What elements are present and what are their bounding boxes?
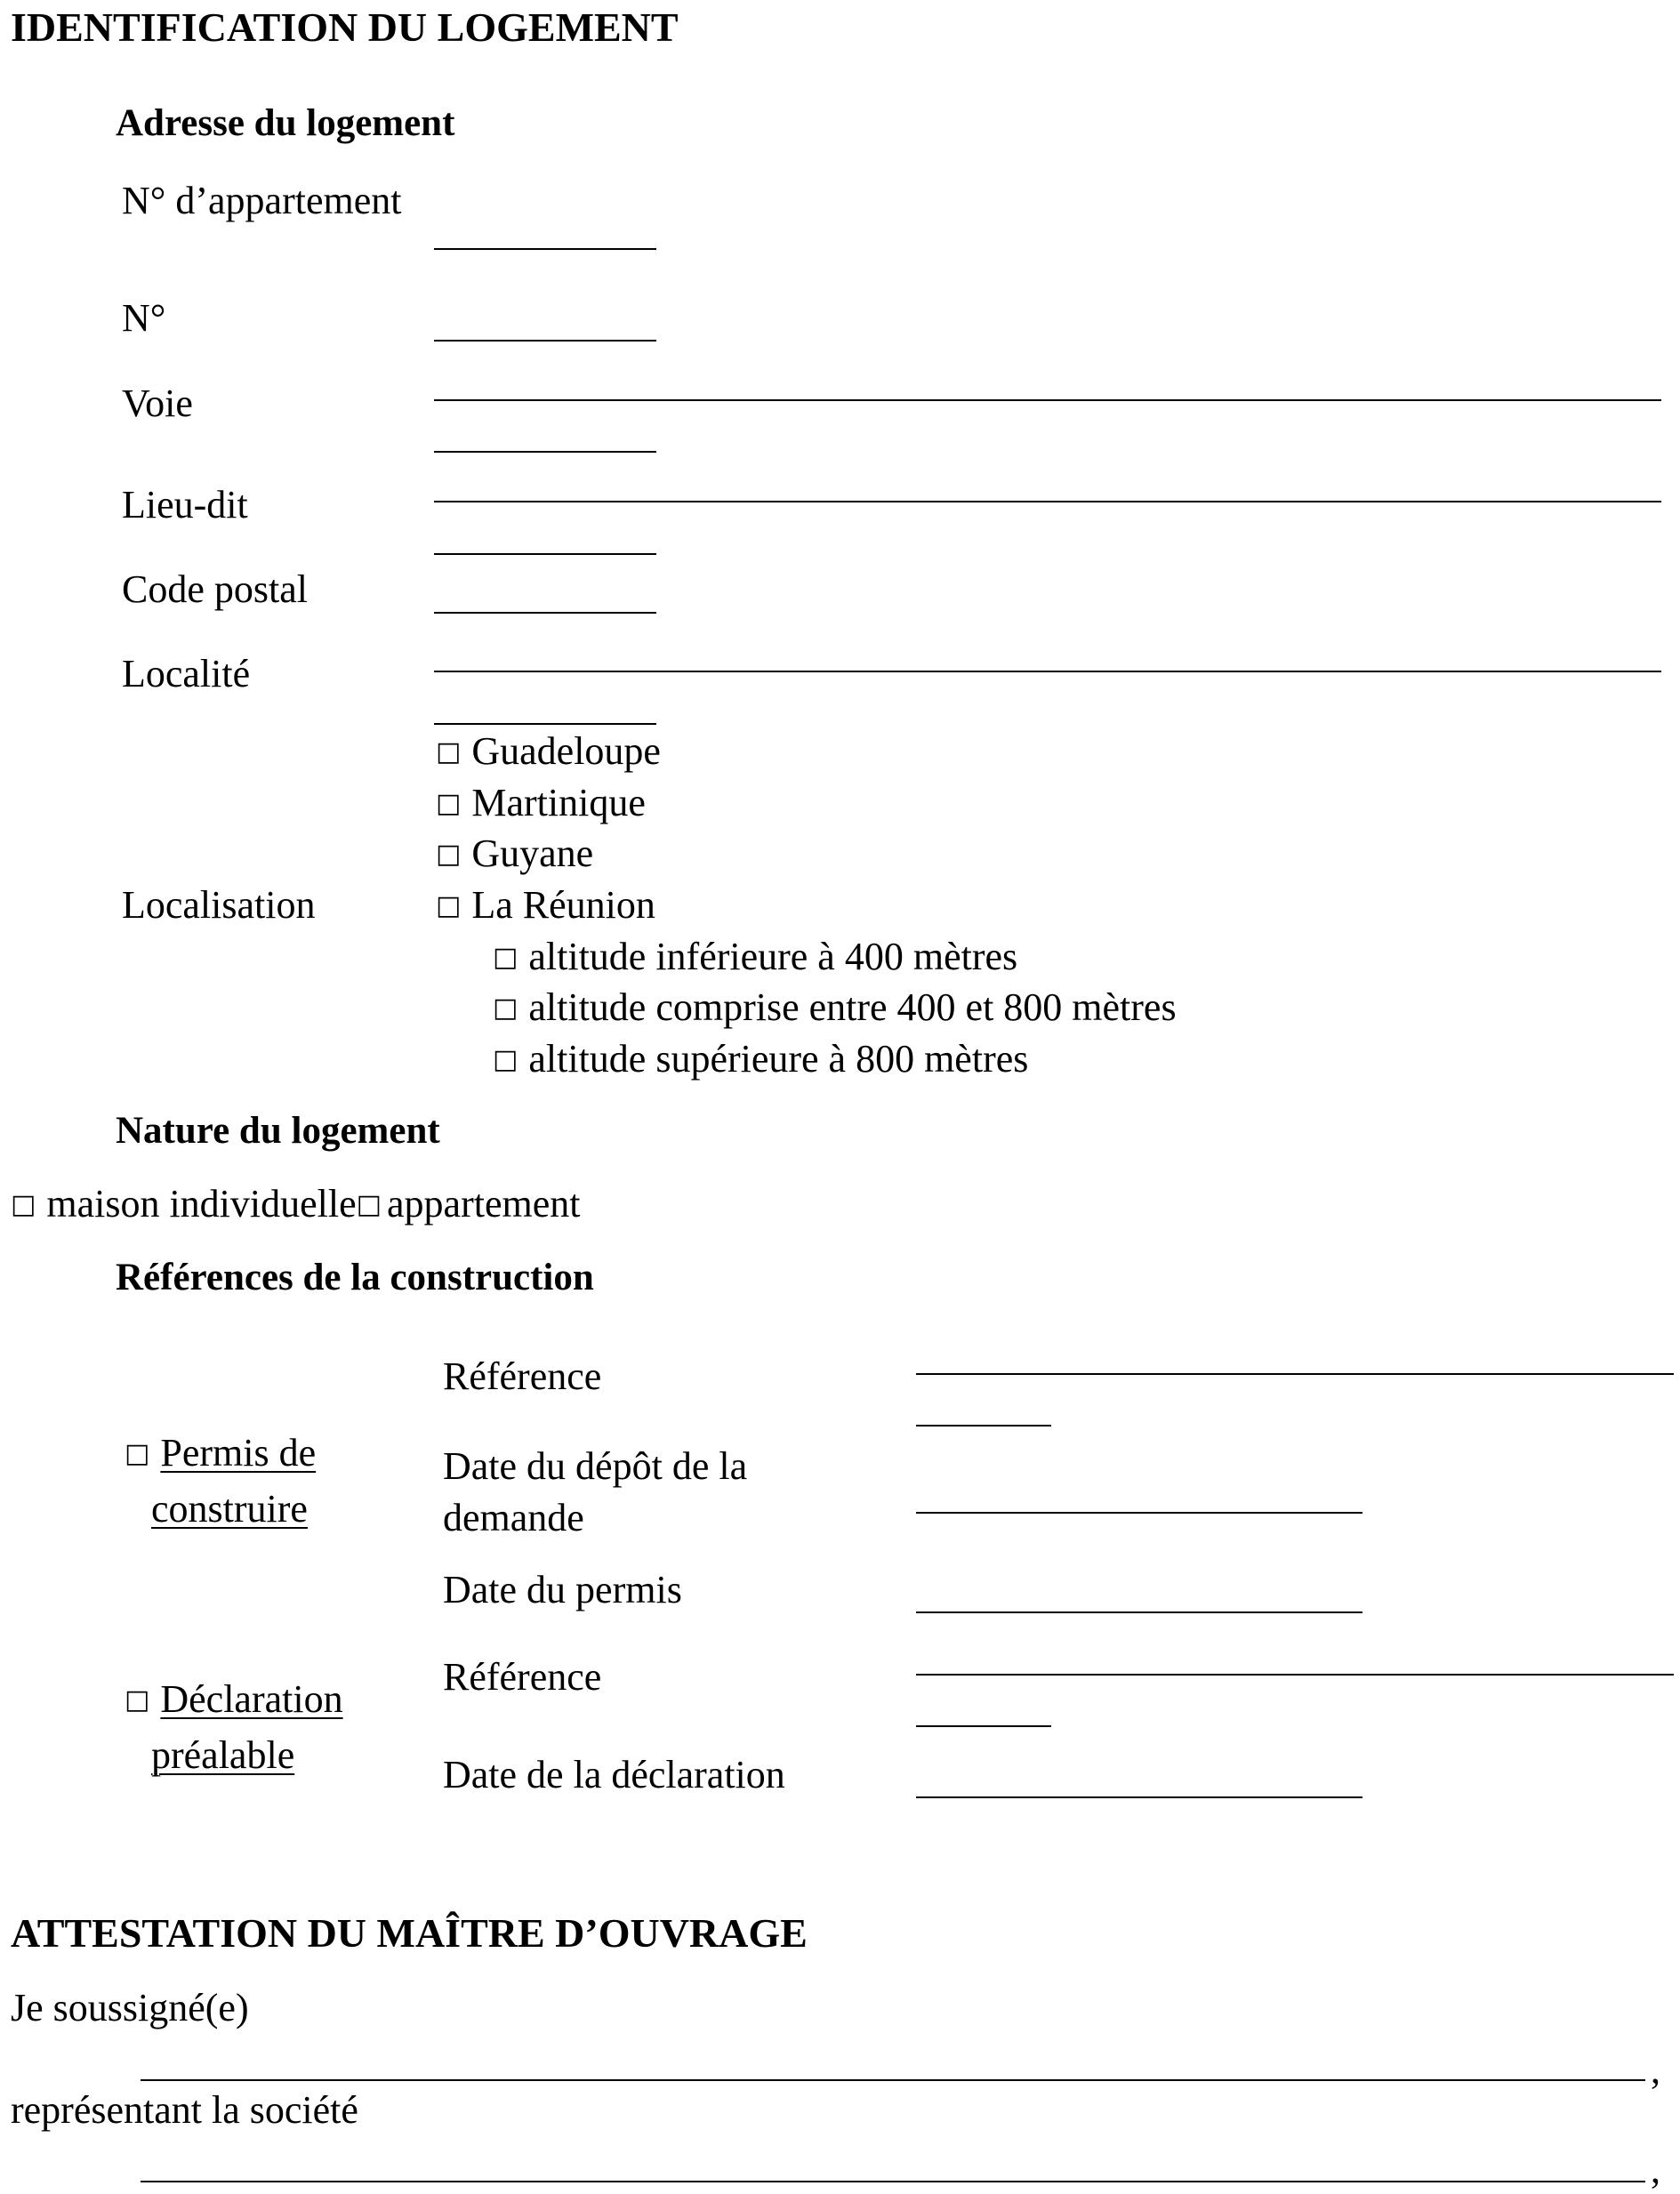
permis-deposit-date-label: Date du dépôt de la demande: [443, 1444, 748, 1539]
altitude-option-400-800[interactable]: □ altitude comprise entre 400 et 800 mètres: [493, 985, 1177, 1029]
checkbox-icon[interactable]: □: [125, 1684, 150, 1716]
checkbox-icon[interactable]: □: [436, 839, 462, 870]
permis-label-line2: construire: [151, 1487, 308, 1531]
locality-field[interactable]: [434, 671, 1661, 672]
postal-code-label: Code postal: [122, 567, 308, 611]
apartment-number-label: N° d’appartement: [122, 179, 402, 222]
permit-date-field[interactable]: [916, 1611, 1362, 1613]
representing-label: représentant la société: [11, 2088, 358, 2132]
nature-option-maison[interactable]: □ maison individuelle: [11, 1182, 357, 1226]
undersigned-label: Je soussigné(e): [11, 1986, 249, 2029]
construction-heading: Références de la construction: [116, 1257, 594, 1298]
comma: ,: [1651, 2048, 1660, 2092]
permit-date-label: Date du permis: [443, 1568, 682, 1611]
street-field-continuation[interactable]: [434, 451, 656, 453]
permis-option[interactable]: [125, 1427, 316, 1535]
postal-code-field[interactable]: [434, 612, 656, 614]
checkbox-icon[interactable]: □: [436, 736, 462, 767]
altitude-option-above-800[interactable]: □ altitude supérieure à 800 mètres: [493, 1037, 1029, 1081]
company-name-field[interactable]: [141, 2181, 1645, 2182]
comma: ,: [1651, 2148, 1660, 2191]
permis-label-line1: Permis de: [160, 1431, 317, 1475]
checkbox-icon[interactable]: □: [493, 993, 518, 1024]
declaration-date-label: Date de la déclaration: [443, 1753, 785, 1796]
localisation-option-martinique[interactable]: □ Martinique: [436, 781, 646, 824]
permis-reference-field-continuation[interactable]: [916, 1425, 1051, 1427]
locality-label: Localité: [122, 652, 251, 695]
nature-options: [11, 1179, 580, 1228]
lieu-dit-label: Lieu-dit: [122, 483, 248, 526]
declaration-option[interactable]: [125, 1674, 343, 1781]
section-title-attestation: ATTESTATION DU MAÎTRE D’OUVRAGE: [11, 1910, 808, 1956]
checkbox-icon[interactable]: □: [493, 942, 518, 973]
declaration-label-line1: Déclaration: [160, 1677, 343, 1721]
number-field[interactable]: [434, 340, 656, 342]
checkbox-icon[interactable]: □: [125, 1438, 150, 1469]
checkbox-icon[interactable]: □: [436, 890, 462, 921]
number-label: N°: [122, 296, 166, 340]
declaration-label-line2: préalable: [151, 1733, 295, 1777]
permis-deposit-date-field[interactable]: [916, 1512, 1362, 1514]
nature-option-appartement[interactable]: □ appartement: [356, 1182, 581, 1226]
address-heading: Adresse du logement: [116, 102, 455, 144]
checkbox-icon[interactable]: □: [436, 788, 462, 819]
nature-heading: Nature du logement: [116, 1110, 440, 1152]
lieu-dit-field-continuation[interactable]: [434, 553, 656, 555]
checkbox-icon[interactable]: □: [493, 1044, 518, 1075]
localisation-option-la-reunion[interactable]: □ La Réunion: [436, 883, 655, 927]
localisation-option-guadeloupe[interactable]: □ Guadeloupe: [436, 729, 661, 773]
permis-reference-field[interactable]: [916, 1373, 1674, 1375]
lieu-dit-field[interactable]: [434, 501, 1661, 502]
permis-reference-label: Référence: [443, 1354, 602, 1398]
street-label: Voie: [122, 382, 193, 425]
localisation-label: Localisation: [122, 883, 316, 927]
undersigned-name-field[interactable]: [141, 2079, 1645, 2081]
declaration-reference-field-continuation[interactable]: [916, 1725, 1051, 1727]
declaration-date-field[interactable]: [916, 1796, 1362, 1798]
section-title-identification: IDENTIFICATION DU LOGEMENT: [11, 4, 679, 50]
street-field[interactable]: [434, 399, 1661, 401]
checkbox-icon[interactable]: □: [11, 1189, 36, 1220]
checkbox-icon[interactable]: □: [356, 1189, 382, 1220]
altitude-option-below-400[interactable]: □ altitude inférieure à 400 mètres: [493, 935, 1018, 978]
locality-field-continuation[interactable]: [434, 723, 656, 725]
declaration-reference-field[interactable]: [916, 1674, 1674, 1676]
declaration-reference-label: Référence: [443, 1655, 602, 1699]
apartment-number-field[interactable]: [434, 248, 656, 250]
localisation-option-guyane[interactable]: □ Guyane: [436, 832, 594, 875]
